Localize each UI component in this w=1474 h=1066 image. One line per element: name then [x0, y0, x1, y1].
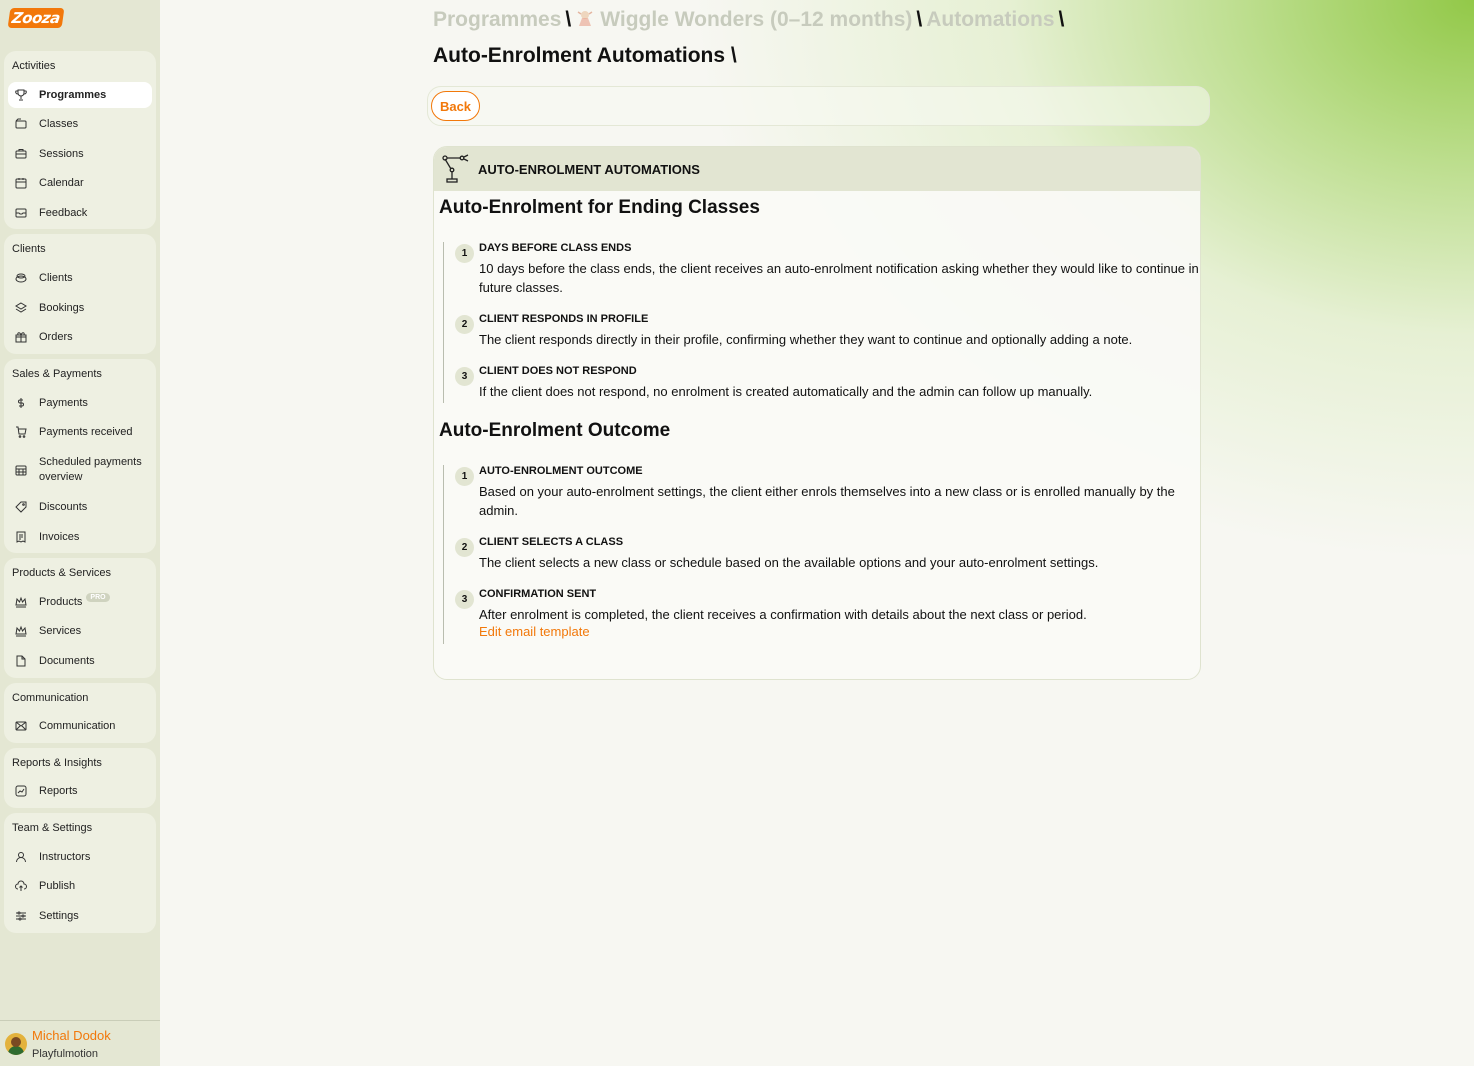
- back-button[interactable]: Back: [431, 91, 480, 121]
- sidebar-item-scheduled-payments[interactable]: Scheduled payments overview: [8, 451, 152, 489]
- breadcrumb-separator: \: [565, 8, 572, 31]
- calendar-icon: [14, 176, 28, 190]
- cart-icon: [14, 425, 28, 439]
- step-number: 1: [455, 467, 474, 486]
- user-profile[interactable]: [0, 1020, 160, 1066]
- user-name[interactable]: Michal Dodok: [32, 1028, 111, 1043]
- edit-email-template-link[interactable]: Edit email template: [479, 624, 590, 639]
- sidebar-group-communication: [4, 683, 156, 743]
- breadcrumb: [433, 8, 1068, 32]
- step-description: Based on your auto-enrolment settings, the client either enrols themselves into a new class or is enrolled manually by the admin.: [479, 484, 1175, 518]
- receipt-icon: [14, 530, 28, 544]
- step-description: The client responds directly in their profile, confirming whether they want to continue and optionally adding a note.: [479, 332, 1133, 347]
- sidebar-group-clients: [4, 234, 156, 354]
- sidebar-item-classes[interactable]: Classes: [8, 111, 152, 137]
- calendar-grid-icon: [14, 463, 28, 477]
- sidebar-group-title: Clients: [12, 243, 46, 255]
- step-number: 3: [455, 367, 474, 386]
- cloud-upload-icon: [14, 879, 28, 893]
- steps-list: [443, 242, 1199, 403]
- sliders-icon: [14, 909, 28, 923]
- sidebar: [0, 0, 160, 1066]
- sidebar-item-reports[interactable]: Reports: [8, 778, 152, 804]
- sidebar-group-title: Activities: [12, 60, 56, 72]
- sidebar-group-title: Sales & Payments: [12, 368, 102, 380]
- sidebar-group-products: [4, 558, 156, 678]
- step-title: CONFIRMATION SENT: [479, 588, 597, 600]
- section-title: Auto-Enrolment Outcome: [439, 420, 671, 441]
- user-icon: [14, 850, 28, 864]
- sidebar-item-calendar[interactable]: Calendar: [8, 170, 152, 196]
- step-number: 1: [455, 244, 474, 263]
- sidebar-item-invoices[interactable]: Invoices: [8, 524, 152, 550]
- step-title: CLIENT DOES NOT RESPOND: [479, 365, 637, 377]
- briefcase-icon: [14, 147, 28, 161]
- sidebar-item-products[interactable]: Products PRO: [8, 589, 152, 615]
- sidebar-item-feedback[interactable]: Feedback: [8, 200, 152, 226]
- sidebar-item-settings[interactable]: Settings: [8, 903, 152, 929]
- gift-icon: [14, 330, 28, 344]
- inbox-icon: [14, 206, 28, 220]
- sidebar-group-title: Reports & Insights: [12, 757, 102, 769]
- steps-list: [443, 465, 1199, 644]
- step-description: The client selects a new class or schedule based on the available options and your auto-enrolment settings.: [479, 555, 1099, 570]
- chart-icon: [14, 784, 28, 798]
- breadcrumb-automations[interactable]: Automations: [926, 8, 1055, 31]
- step-number: 2: [455, 315, 474, 334]
- sidebar-item-sessions[interactable]: Sessions: [8, 141, 152, 167]
- layers-icon: [14, 301, 28, 315]
- toolbar: [427, 86, 1210, 126]
- breadcrumb-separator: \: [1058, 8, 1065, 31]
- sidebar-item-discounts[interactable]: Discounts: [8, 494, 152, 520]
- sidebar-item-payments[interactable]: Payments: [8, 390, 152, 416]
- breadcrumb-programme[interactable]: Wiggle Wonders (0–12 months): [600, 8, 913, 31]
- sidebar-group-title: Communication: [12, 692, 89, 704]
- step-description: 10 days before the class ends, the client receives an auto-enrolment notification asking whether they would like to continue in future classes.: [479, 261, 1199, 295]
- breadcrumb-separator: \: [916, 8, 923, 31]
- card-title: AUTO-ENROLMENT AUTOMATIONS: [478, 161, 700, 177]
- page-title-separator: \: [730, 44, 737, 67]
- automations-card: [433, 146, 1201, 680]
- tag-icon: [14, 500, 28, 514]
- sidebar-group-team: [4, 813, 156, 933]
- step-description: If the client does not respond, no enrolment is created automatically and the admin can follow up manually.: [479, 384, 1093, 399]
- sidebar-item-orders[interactable]: Orders: [8, 324, 152, 350]
- dollar-icon: [14, 396, 28, 410]
- crown-icon: [14, 595, 28, 609]
- sidebar-item-clients[interactable]: Clients: [8, 265, 152, 291]
- mail-icon: [14, 719, 28, 733]
- pro-badge: PRO: [86, 593, 109, 602]
- step-title: CLIENT RESPONDS IN PROFILE: [479, 313, 649, 325]
- user-org: Playfulmotion: [32, 1048, 99, 1060]
- step-number: 3: [455, 590, 474, 609]
- document-icon: [14, 654, 28, 668]
- breadcrumb-programmes[interactable]: Programmes: [433, 8, 562, 31]
- sidebar-item-documents[interactable]: Documents: [8, 648, 152, 674]
- sidebar-item-payments-received[interactable]: Payments received: [8, 419, 152, 445]
- step-title: CLIENT SELECTS A CLASS: [479, 536, 624, 548]
- logo[interactable]: Zooza: [9, 8, 57, 30]
- sidebar-group-title: Team & Settings: [12, 822, 93, 834]
- crown-icon: [14, 624, 28, 638]
- sidebar-item-communication[interactable]: Communication: [8, 713, 152, 739]
- sidebar-group-reports: [4, 748, 156, 808]
- step-number: 2: [455, 538, 474, 557]
- trophy-icon: [14, 88, 28, 102]
- sidebar-group-sales: [4, 359, 156, 553]
- sidebar-item-instructors[interactable]: Instructors: [8, 844, 152, 870]
- sidebar-item-services[interactable]: Services: [8, 618, 152, 644]
- sidebar-item-programmes[interactable]: Programmes: [8, 82, 152, 108]
- section-title: Auto-Enrolment for Ending Classes: [439, 197, 760, 218]
- sidebar-item-publish[interactable]: Publish: [8, 873, 152, 899]
- step-description: After enrolment is completed, the client receives a confirmation with details about the next class or period.: [479, 607, 1087, 622]
- sidebar-group-title: Products & Services: [12, 567, 112, 579]
- card-header: [434, 147, 1200, 191]
- page-title: Auto-Enrolment Automations \: [433, 44, 737, 67]
- users-icon: [14, 271, 28, 285]
- avatar: [5, 1033, 27, 1055]
- sidebar-item-bookings[interactable]: Bookings: [8, 295, 152, 321]
- folder-icon: [14, 117, 28, 131]
- robot-arm-icon: [441, 154, 471, 184]
- step-title: AUTO-ENROLMENT OUTCOME: [479, 465, 643, 477]
- sidebar-group-activities: [4, 51, 156, 229]
- step-title: DAYS BEFORE CLASS ENDS: [479, 242, 632, 254]
- programme-icon: [575, 8, 595, 28]
